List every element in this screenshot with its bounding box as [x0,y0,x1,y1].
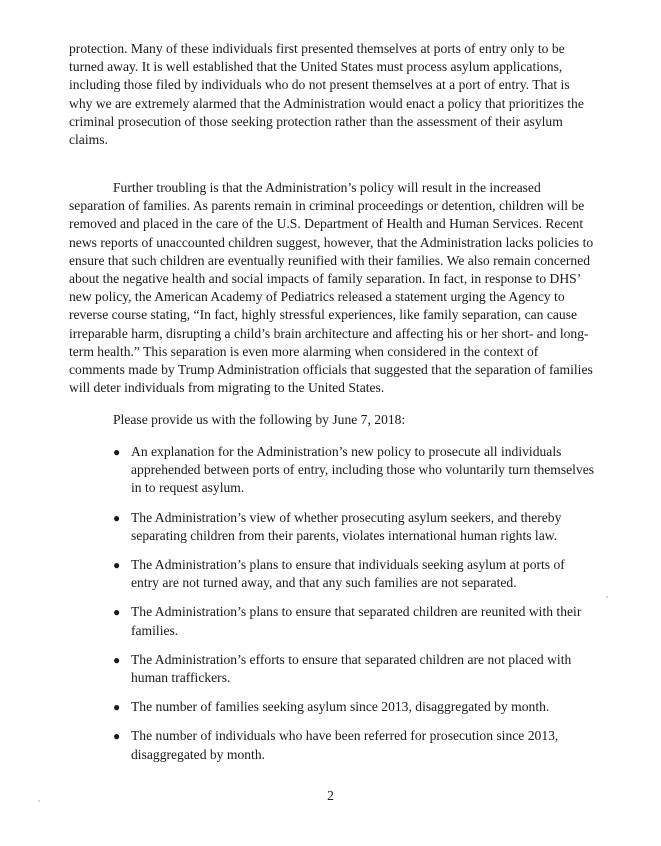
list-item-text: An explanation for the Administration’s new policy to prosecute all individuals apprehended between ports of entry, including those who voluntarily turn themselves in to request asylum. [131,444,595,496]
bullet-icon: ● [113,558,121,573]
request-list [110,443,596,775]
list-item-text: The Administration’s plans to ensure that separated children are reunited with their families. [131,604,582,638]
bullet-icon: ● [113,445,121,459]
bullet-icon: ● [113,652,121,667]
scan-speck [38,800,40,802]
list-item [110,509,596,545]
scan-speck [606,596,608,598]
list-item [110,556,596,592]
list-item-text: The Administration’s plans to ensure that individuals seeking asylum at ports of entry are not turned away, and that any such families are not separated. [131,557,565,591]
list-item [110,443,596,498]
list-item [110,651,596,687]
bullet-icon: ● [113,729,121,744]
bullet-icon: ● [113,510,121,525]
page-number: 2 [327,788,334,803]
bullet-icon: ● [113,700,121,715]
list-item-text: The Administration’s view of whether prosecuting asylum seekers, and thereby separating children from their parents, violates international human rights law. [131,509,562,543]
paragraph-protection: protection. Many of these individuals first presented themselves at ports of entry only to be turned away. It is well established that the United States must process asylum applications, including those filed by individuals who do not present themselves at a port of entry. That is why we are extremely alarmed that the Administration would enact a policy that prioritizes the criminal prosecution of those seeking protection rather than the assessment of their asylum claims. [69,41,584,148]
paragraph-family-separation: Further troubling is that the Administration’s policy will result in the increased separation of families. As parents remain in criminal proceedings or detention, children will be removed and placed in the care of the U.S. Department of Health and Human Services. Recent news reports of unaccounted children suggest, however, that the Administration lacks policies to ensure that such children are eventually reunified with their families. We also remain concerned about the negative health and social impacts of family separation. In fact, in response to DHS’ new policy, the American Academy of Pediatrics released a statement urging the Agency to reverse course stating, “In fact, highly stressful experiences, like family separation, can cause irreparable harm, disrupting a child’s brain architecture and affecting his or her short- and long-term health.” This separation is even more alarming when considered in the context of comments made by Trump Administration officials that suggested that the separation of families will deter individuals from migrating to the United States. [69,180,594,396]
list-item [110,698,596,716]
list-item [110,603,596,639]
list-item-text: The Administration’s efforts to ensure that separated children are not placed with human traffickers. [131,651,572,686]
request-intro: Please provide us with the following by June 7, 2018: [113,412,406,427]
bullet-icon: ● [113,605,121,620]
list-item-text: The number of families seeking asylum since 2013, disaggregated by month. [131,699,550,715]
list-item [110,727,596,763]
list-item-text: The number of individuals who have been referred for prosecution since 2013, disaggregated by month. [131,728,559,762]
